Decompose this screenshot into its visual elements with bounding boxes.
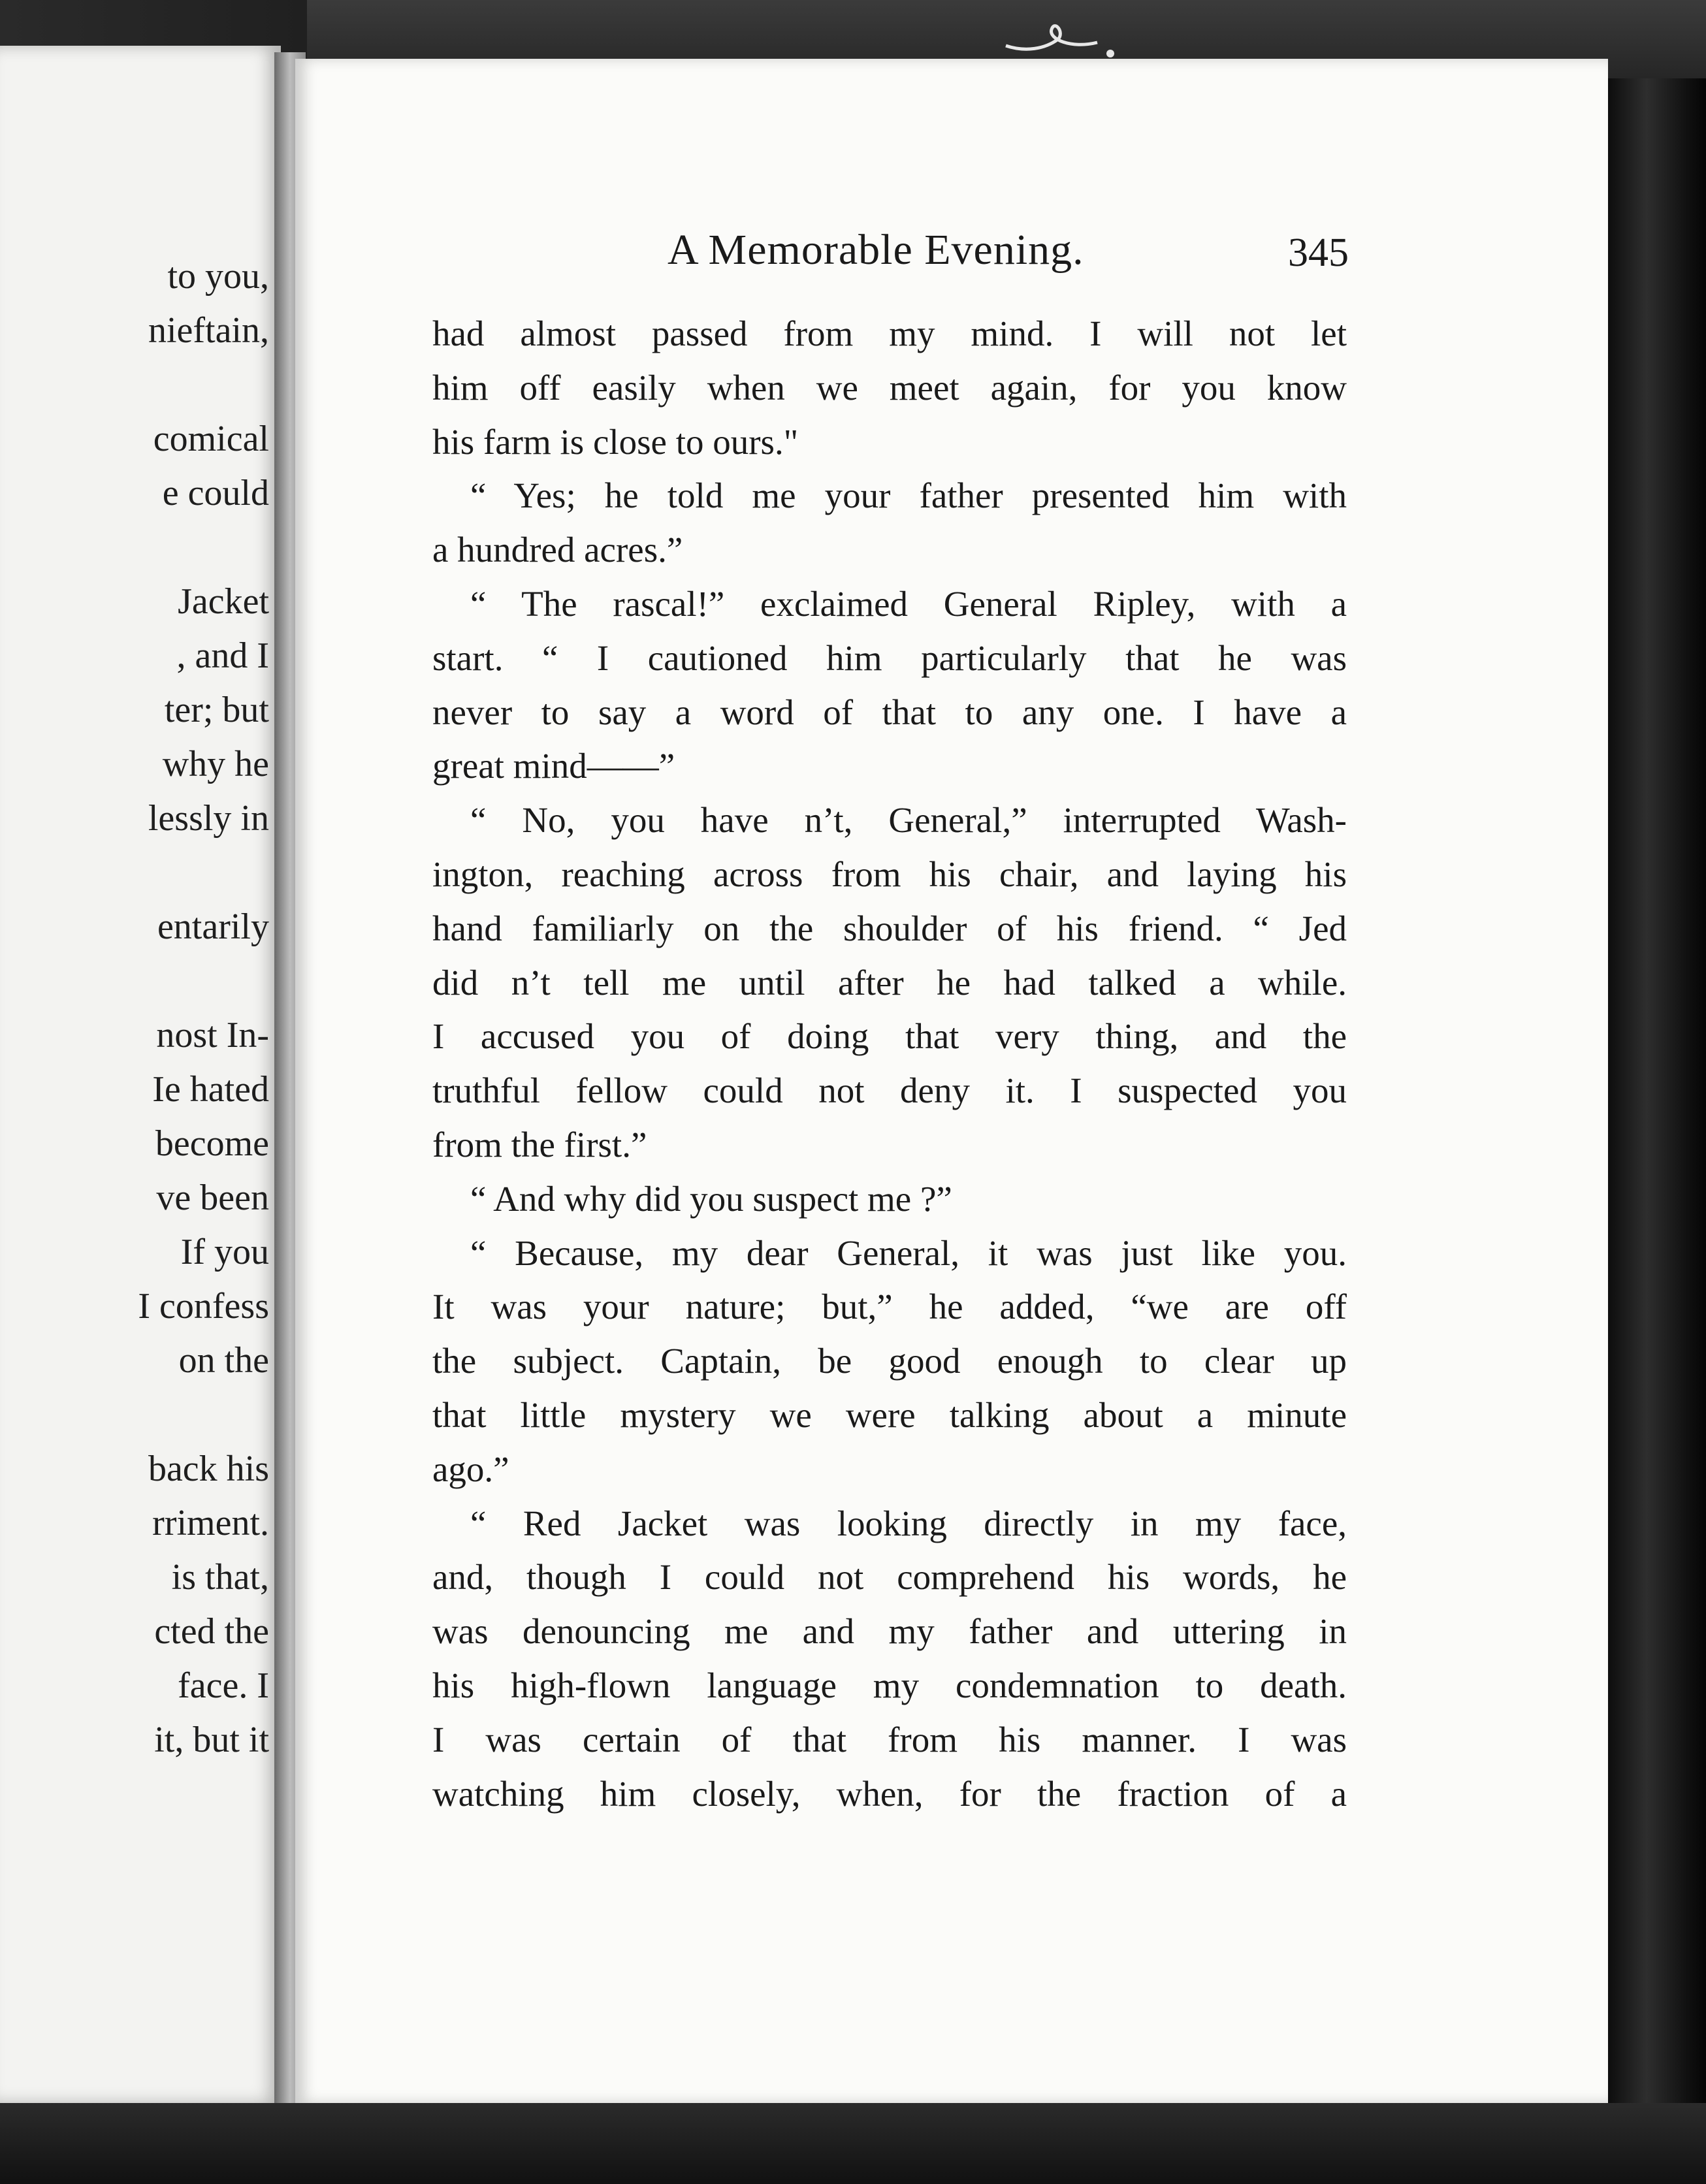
text-line: “ Because, my dear General, it was just like you.	[470, 1232, 1347, 1273]
text-line: watching him closely, when, for the fraction of a	[432, 1773, 1347, 1814]
scan-bottom-edge	[0, 2103, 1706, 2184]
previous-page-line: why he	[162, 744, 269, 784]
text-line: never to say a word of that to any one. I have a	[432, 692, 1347, 732]
previous-page-line: entarily	[157, 907, 269, 947]
text-line: his high-flown language my condemnation to death.	[432, 1665, 1347, 1705]
previous-page-line: lessly in	[148, 798, 269, 839]
previous-page-line: on the	[178, 1340, 269, 1381]
page-body-text	[432, 307, 1347, 1821]
text-line: I was certain of that from his manner. I was	[432, 1719, 1347, 1759]
text-line: a hundred acres.”	[432, 530, 683, 570]
text-line: did n’t tell me until after he had talked a while.	[432, 962, 1347, 1003]
text-line: had almost passed from my mind. I will not let	[432, 313, 1347, 353]
text-line: I accused you of doing that very thing, and the	[432, 1016, 1347, 1057]
text-line: “ Red Jacket was looking directly in my face,	[470, 1503, 1347, 1543]
text-line: ington, reaching across from his chair, and laying his	[432, 854, 1347, 894]
text-line: “ The rascal!” exclaimed General Ripley, with a	[470, 583, 1347, 624]
previous-page-line: , and I	[176, 635, 269, 676]
running-head: A Memorable Evening.	[668, 226, 1084, 274]
previous-page-line: rriment.	[152, 1503, 269, 1543]
text-line: “ No, you have n’t, General,” interrupted Wash-	[470, 800, 1347, 841]
current-page	[295, 59, 1608, 2103]
text-line: and, though I could not comprehend his words, he	[432, 1557, 1347, 1598]
text-line: was denouncing me and my father and uttering in	[432, 1611, 1347, 1652]
previous-page-line: Jacket	[178, 581, 269, 622]
previous-page-line: ve been	[156, 1178, 269, 1218]
text-line: “ Yes; he told me your father presented him with	[470, 475, 1347, 516]
previous-page-line: I confess	[138, 1286, 269, 1326]
text-line: him off easily when we meet again, for you know	[432, 367, 1347, 408]
previous-page-line: face. I	[178, 1665, 269, 1706]
text-line: from the first.”	[432, 1124, 647, 1164]
text-line: It was your nature; but,” he added, “we are off	[432, 1287, 1347, 1327]
previous-page-line: Ie hated	[152, 1069, 269, 1110]
text-line: start. “ I cautioned him particularly that he was	[432, 637, 1347, 678]
previous-page-line: is that,	[171, 1557, 269, 1598]
previous-page-line: e could	[162, 473, 269, 513]
text-line: his farm is close to ours."	[432, 421, 799, 462]
previous-page-line: it, but it	[154, 1720, 269, 1760]
text-line: hand familiarly on the shoulder of his friend. “ Jed	[432, 908, 1347, 948]
text-line: “ And why did you suspect me ?”	[470, 1178, 952, 1219]
stray-ink-mark	[999, 13, 1117, 59]
previous-page-line: ter; but	[164, 690, 269, 730]
text-line: ago.”	[432, 1449, 509, 1489]
page-number: 345	[1288, 231, 1349, 275]
previous-page	[0, 46, 281, 2103]
scan-right-edge	[1607, 78, 1706, 2184]
previous-page-line: nost In-	[156, 1015, 269, 1055]
text-line: great mind——”	[432, 746, 675, 786]
previous-page-line: back his	[148, 1449, 269, 1489]
previous-page-line: cted the	[154, 1611, 269, 1652]
previous-page-line: nieftain,	[148, 310, 269, 351]
text-line: truthful fellow could not deny it. I suspected you	[432, 1070, 1347, 1111]
previous-page-line: If you	[180, 1232, 269, 1272]
text-line: the subject. Captain, be good enough to clear up	[432, 1341, 1347, 1381]
previous-page-line: become	[155, 1123, 269, 1164]
previous-page-line: to you,	[167, 256, 269, 297]
previous-page-line: comical	[153, 419, 269, 459]
text-line: that little mystery we were talking about a minute	[432, 1394, 1347, 1435]
